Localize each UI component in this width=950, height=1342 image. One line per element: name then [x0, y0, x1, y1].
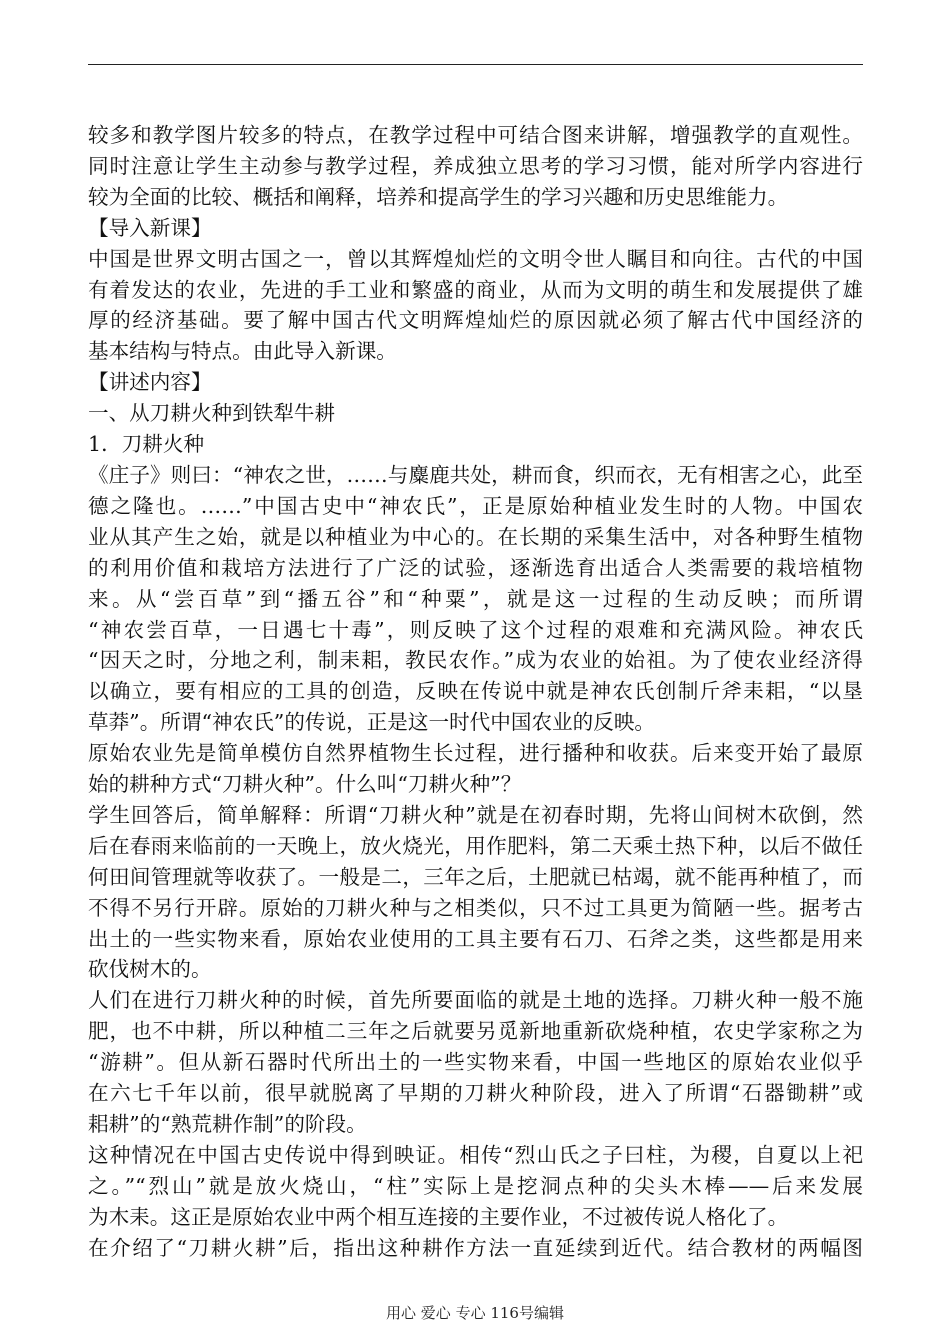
text-line: 肥，也不中耕，所以种植二三年之后就要另觅新地重新砍烧种植，农史学家称之为	[88, 1019, 863, 1044]
text-line: 同时注意让学生主动参与教学过程，养成独立思考的学习习惯，能对所学内容进行	[88, 153, 863, 178]
text-line: 砍伐树木的。	[88, 957, 212, 982]
page-footer: 用心 爱心 专心 116号编辑	[386, 1304, 564, 1322]
text-line: 在六七千年以前，很早就脱离了早期的刀耕火种阶段，进入了所谓“石器锄耕”或	[88, 1081, 863, 1106]
text-line: 人们在进行刀耕火种的时候，首先所要面临的就是土地的选择。刀耕火种一般不施	[88, 988, 863, 1013]
document-body	[88, 120, 863, 1264]
text-line: 中国是世界文明古国之一，曾以其辉煌灿烂的文明令世人瞩目和向往。古代的中国	[88, 246, 863, 271]
text-line: 始的耕种方式“刀耕火种”。什么叫“刀耕火种”？	[88, 772, 522, 797]
text-line: 后在春雨来临前的一天晚上，放火烧光，用作肥料，第二天乘土热下种，以后不做任	[88, 833, 863, 858]
text-line: “游耕”。但从新石器时代所出土的一些实物来看，中国一些地区的原始农业似乎	[88, 1050, 863, 1075]
text-line: 在介绍了“刀耕火耕”后，指出这种耕作方法一直延续到近代。结合教材的两幅图	[88, 1235, 863, 1260]
text-line: 出土的一些实物来看，原始农业使用的工具主要有石刀、石斧之类，这些都是用来	[88, 926, 863, 951]
text-line: 1．刀耕火种	[88, 432, 205, 457]
text-line: 耜耕”的“熟荒耕作制”的阶段。	[88, 1112, 367, 1136]
text-line: 不得不另行开辟。原始的刀耕火种与之相类似，只不过工具更为简陋一些。据考古	[88, 895, 863, 920]
text-line: 何田间管理就等收获了。一般是二，三年之后，土肥就已枯竭，就不能再种植了，而	[88, 864, 863, 889]
text-line: 业从其产生之始，就是以种植业为中心的。在长期的采集生活中，对各种野生植物	[88, 524, 863, 549]
text-line: 来。从“尝百草”到“播五谷”和“种粟”，就是这一过程的生动反映；而所谓	[88, 586, 863, 611]
text-line: 原始农业先是简单模仿自然界植物生长过程，进行播种和收获。后来变开始了最原	[88, 741, 863, 766]
text-line: 之。”“烈山”就是放火烧山，“柱”实际上是挖洞点种的尖头木棒——后来发展	[88, 1173, 863, 1198]
text-line: “因天之时，分地之利，制耒耜，教民农作。”成为农业的始祖。为了使农业经济得	[88, 648, 863, 673]
text-line: 草莽”。所谓“神农氏”的传说，正是这一时代中国农业的反映。	[88, 710, 656, 735]
text-line: 【讲述内容】	[88, 370, 212, 395]
text-line: 较多和教学图片较多的特点，在教学过程中可结合图来讲解，增强教学的直观性。	[88, 123, 863, 147]
text-line: 基本结构与特点。由此导入新课。	[88, 339, 397, 364]
text-line: 较为全面的比较、概括和阐释，培养和提高学生的学习兴趣和历史思维能力。	[88, 184, 789, 209]
text-line: 《庄子》则曰：“神农之世，……与麋鹿共处，耕而食，织而衣，无有相害之心，此至	[88, 462, 863, 487]
text-line: 为木耒。这正是原始农业中两个相互连接的主要作业，不过被传说人格化了。	[88, 1204, 789, 1229]
text-line: 学生回答后，简单解释：所谓“刀耕火种”就是在初春时期，先将山间树木砍倒，然	[88, 802, 863, 827]
header-rule	[88, 64, 863, 65]
text-line: 德之隆也。……”中国古史中“神农氏”，正是原始种植业发生时的人物。中国农	[88, 493, 863, 518]
text-line: 一、从刀耕火种到铁犁牛耕	[88, 401, 336, 426]
text-line: 这种情况在中国古史传说中得到映证。相传“烈山氏之子曰柱，为稷，自夏以上祀	[88, 1142, 863, 1167]
text-line: “神农尝百草，一日遇七十毒”，则反映了这个过程的艰难和充满风险。神农氏	[88, 617, 863, 642]
text-line: 【导入新课】	[88, 215, 212, 240]
text-line: 的利用价值和栽培方法进行了广泛的试验，逐渐选育出适合人类需要的栽培植物	[88, 555, 863, 580]
text-line: 厚的经济基础。要了解中国古代文明辉煌灿烂的原因就必须了解古代中国经济的	[88, 308, 863, 333]
text-line: 有着发达的农业，先进的手工业和繁盛的商业，从而为文明的萌生和发展提供了雄	[88, 277, 863, 302]
text-line: 以确立，要有相应的工具的创造，反映在传说中就是神农氏创制斤斧耒耜，“以垦	[88, 679, 863, 704]
